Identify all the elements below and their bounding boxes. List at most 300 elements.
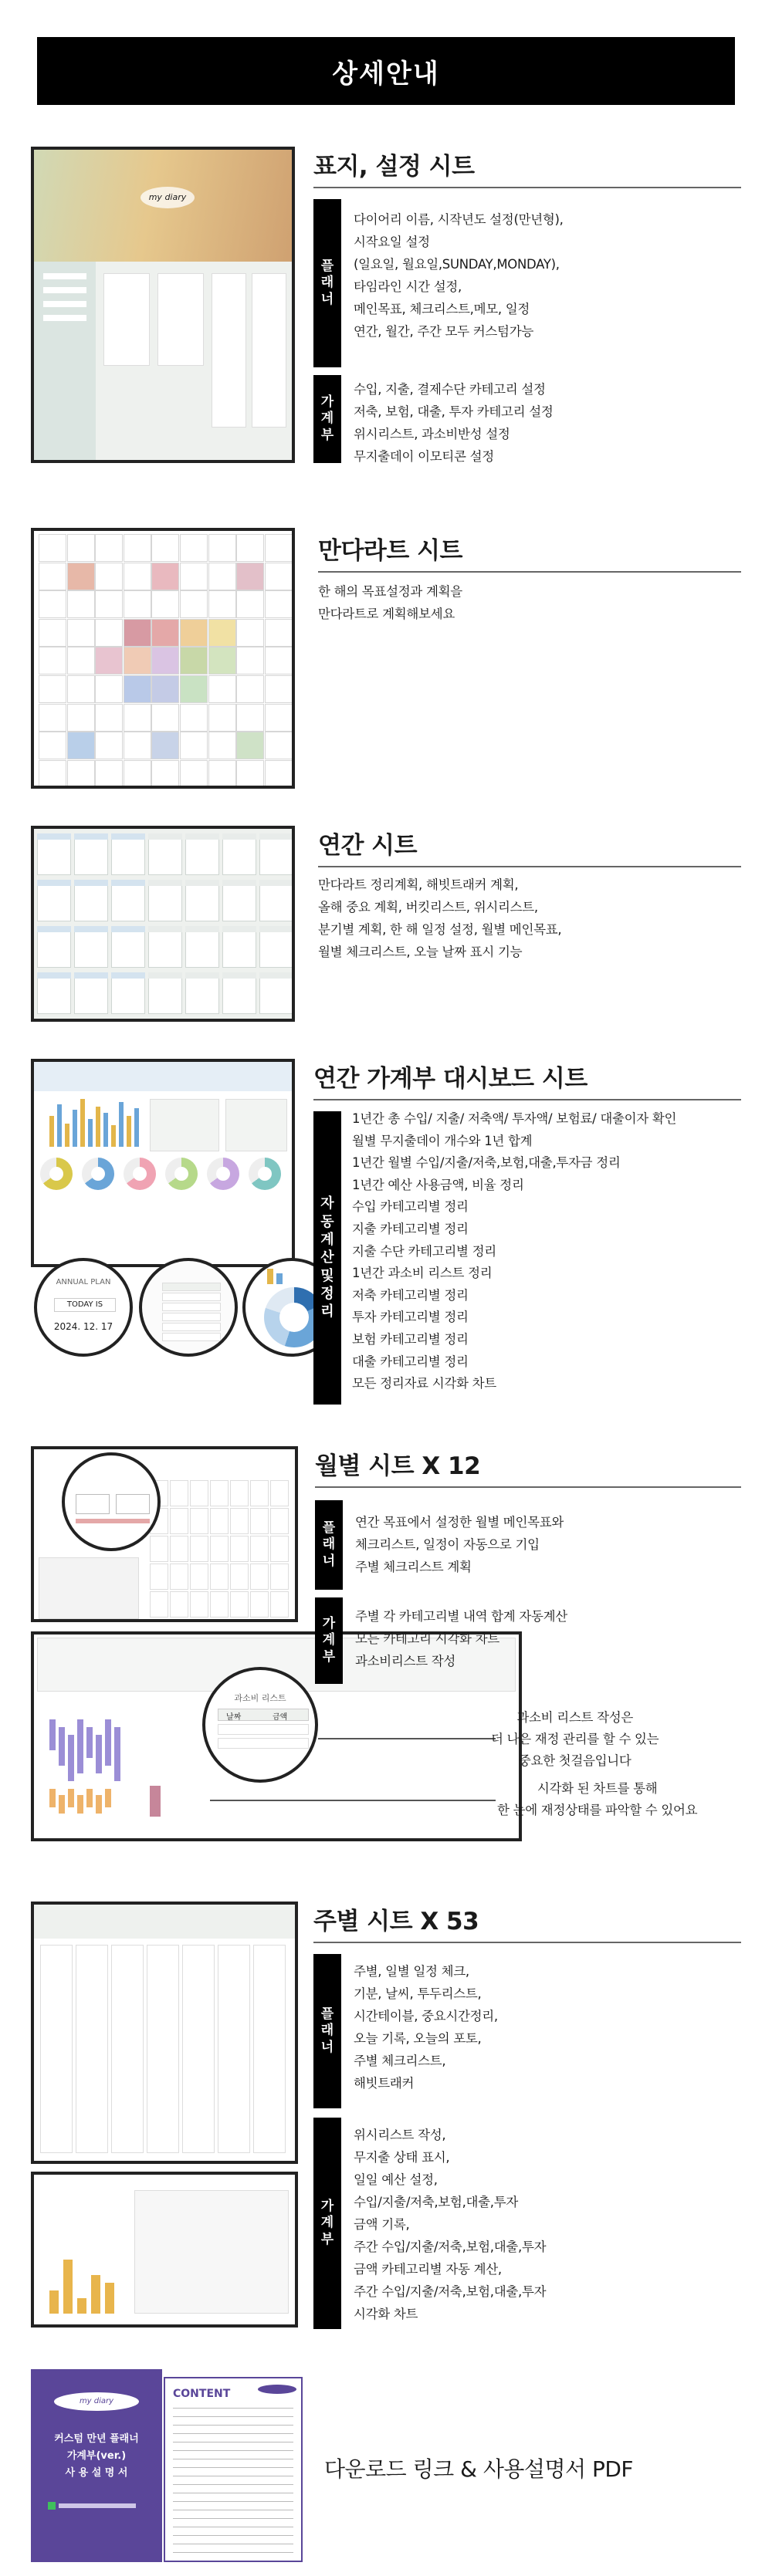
annual-month-card — [222, 926, 256, 968]
calendar-cell — [230, 1508, 249, 1534]
mandalart-cell — [39, 590, 66, 618]
settings-sidebar-row — [43, 315, 86, 321]
manual-cover-link-line — [59, 2503, 136, 2508]
mandalart-cell — [180, 704, 208, 732]
mandalart-cell — [208, 563, 236, 590]
mandalart-cell — [151, 675, 179, 703]
col-date: 날짜 — [226, 1713, 242, 1722]
calendar-cell — [170, 1480, 188, 1506]
dashboard-bar — [80, 1099, 85, 1147]
dashboard-bar — [134, 1108, 139, 1147]
mandalart-cell — [180, 590, 208, 618]
overspend-list-title: 과소비 리스트 — [234, 1693, 286, 1703]
section-title: 월별 시트 X 12 — [315, 1452, 481, 1480]
weekly-planner-description: 주별, 일별 일정 체크, 기분, 날씨, 투두리스트, 시간테이블, 중요시간정리, 오늘 기록, 오늘의 포토, 주별 체크리스트, 해빗트래커 — [354, 1964, 498, 2091]
mandalart-cell — [236, 590, 264, 618]
annual-month-card — [185, 833, 219, 875]
today-label: TODAY IS — [54, 1298, 116, 1312]
monthly-budget-description: 주별 각 카테고리별 내역 합계 자동계산 모든 카테고리 시각화 차트 과소비리스트 작성 — [355, 1609, 567, 1668]
mandalart-cell — [208, 732, 236, 759]
annual-card-header — [111, 833, 145, 840]
monthly-planner-description: 연간 목표에서 설정한 월별 메인목표와 체크리스트, 일정이 자동으로 기입 주별 체크리스트 계획 — [355, 1515, 564, 1574]
annual-month-card — [148, 926, 182, 968]
contents-line — [173, 2535, 293, 2536]
dashboard-donut-hole — [216, 1167, 230, 1181]
settings-panel — [252, 273, 286, 428]
mandalart-cell — [265, 590, 293, 618]
mandalart-cell — [67, 732, 95, 759]
mandalart-cell — [95, 760, 123, 788]
calendar-cell — [210, 1591, 229, 1618]
contents-line — [173, 2484, 293, 2485]
annual-card-header — [185, 926, 219, 932]
mandalart-cell — [265, 563, 293, 590]
planner-tag: 플 래 너 — [313, 199, 341, 367]
section-annual — [31, 826, 741, 1023]
mandalart-cell — [67, 760, 95, 788]
mandalart-cell — [124, 675, 151, 703]
annual-plan-label: ANNUAL PLAN — [56, 1278, 111, 1286]
annual-month-card — [185, 880, 219, 921]
annual-month-card — [37, 880, 71, 921]
manual-cover-title: 커스텀 만년 플래너 가계부(ver.) 사 용 설 명 서 — [54, 2433, 139, 2479]
calendar-cell — [150, 1591, 168, 1618]
annual-month-card — [185, 926, 219, 968]
dashboard-bar — [127, 1116, 131, 1147]
mandalart-cell — [208, 590, 236, 618]
settings-sidebar-row — [43, 287, 86, 293]
calendar-cell — [270, 1564, 289, 1590]
budget-box — [68, 1735, 74, 1781]
manual-contents-page — [164, 2377, 303, 2562]
mandalart-cell — [180, 675, 208, 703]
lens-table-row — [162, 1283, 221, 1291]
contents-line — [173, 2552, 293, 2553]
annual-month-card — [37, 926, 71, 968]
mandalart-cell — [67, 590, 95, 618]
mandalart-cell — [95, 732, 123, 759]
contents-line — [173, 2450, 293, 2451]
budget-box — [77, 1719, 83, 1773]
annual-month-card — [111, 926, 145, 968]
settings-panel — [157, 273, 204, 366]
mandalart-cell — [151, 647, 179, 674]
mandalart-cell — [39, 647, 66, 674]
mandalart-cell — [39, 704, 66, 732]
dashboard-bar — [88, 1119, 93, 1147]
today-date: 2024. 12. 17 — [53, 1321, 113, 1332]
annual-month-card — [222, 833, 256, 875]
weekly-budget-screenshot — [31, 2172, 298, 2328]
weekly-day-column — [253, 1945, 286, 2153]
dashboard-bar — [57, 1104, 62, 1147]
detail-banner — [37, 37, 735, 105]
mandalart-cell — [236, 647, 264, 674]
annual-card-header — [259, 926, 293, 932]
weekly-checklist — [39, 1557, 139, 1619]
weekly-bar — [105, 2283, 114, 2314]
mandalart-cell — [124, 704, 151, 732]
annual-month-card — [111, 972, 145, 1014]
mandalart-cell — [151, 704, 179, 732]
mandalart-cell — [95, 647, 123, 674]
mandalart-cell — [39, 563, 66, 590]
annual-month-card — [74, 880, 108, 921]
calendar-cell — [250, 1564, 269, 1590]
weekly-day-column — [218, 1945, 250, 2153]
mandalart-cell — [95, 534, 123, 562]
calendar-cell — [190, 1508, 208, 1534]
annual-card-header — [259, 833, 293, 840]
annual-card-header — [222, 972, 256, 979]
mandalart-cell — [67, 704, 95, 732]
section-mandalart — [31, 528, 741, 792]
calendar-cell — [170, 1508, 188, 1534]
lens-table-row — [162, 1333, 221, 1341]
manual-cover-brand: my diary — [54, 2392, 139, 2411]
annual-month-card — [148, 833, 182, 875]
dashboard-screenshot — [31, 1059, 295, 1267]
weekly-header — [34, 1905, 295, 1939]
contents-line — [173, 2433, 293, 2434]
calendar-cell — [170, 1536, 188, 1562]
annual-card-header — [111, 972, 145, 979]
annual-month-card — [222, 972, 256, 1014]
annual-card-header — [148, 880, 182, 886]
mandalart-cell — [151, 619, 179, 647]
mandalart-cell — [265, 534, 293, 562]
mandalart-cell — [265, 704, 293, 732]
monthly-goal-lens — [62, 1452, 161, 1551]
calendar-cell — [270, 1591, 289, 1618]
dashboard-bar — [49, 1116, 54, 1147]
mandalart-cell — [124, 647, 151, 674]
annual-month-card — [259, 833, 293, 875]
mandalart-cell — [151, 534, 179, 562]
mandalart-cell — [265, 619, 293, 647]
annual-card-header — [259, 972, 293, 979]
section-title: 연간 시트 — [318, 832, 418, 860]
mandalart-cell — [124, 760, 151, 788]
mandalart-cell — [95, 619, 123, 647]
budget-box — [59, 1727, 65, 1766]
annual-card-header — [148, 972, 182, 979]
dashboard-donut-hole — [91, 1167, 105, 1181]
mini-bar — [267, 1269, 273, 1284]
annual-month-card — [259, 926, 293, 968]
annual-card-header — [37, 926, 71, 932]
calendar-cell — [150, 1536, 168, 1562]
dashboard-bar — [103, 1113, 108, 1147]
annual-card-header — [222, 833, 256, 840]
budget-description: 수입, 지출, 결제수단 카테고리 설정 저축, 보험, 대출, 투자 카테고리 설정 위시리스트, 과소비반성 설정 무지출데이 이모티콘 설정 — [354, 382, 554, 464]
settings-sidebar-row — [43, 273, 86, 279]
mandalart-cell — [67, 647, 95, 674]
dashboard-bar — [96, 1107, 100, 1147]
annual-card-header — [222, 926, 256, 932]
title-rule — [318, 571, 741, 573]
weekly-day-column — [40, 1945, 73, 2153]
section-cover-settings — [31, 147, 741, 463]
mandalart-cell — [208, 534, 236, 562]
calendar-cell — [250, 1480, 269, 1506]
annual-card-header — [222, 880, 256, 886]
dashboard-donut-hole — [258, 1167, 272, 1181]
mandalart-cell — [236, 760, 264, 788]
table-detail-lens — [139, 1258, 238, 1357]
weekly-budget-description: 위시리스트 작성, 무지출 상태 표시, 일일 예산 설정, 수입/지출/저축,보험,대출,투자 금액 기록, 주간 수입/지출/저축,보험,대출,투자 금액 카테고리별 자동 계산, 주간 수입/지출/저축,보험,대출,투자 시각화 차트 — [354, 2128, 547, 2321]
dashboard-table — [150, 1099, 219, 1151]
section-title: 주별 시트 X 53 — [313, 1908, 479, 1935]
annual-month-card — [37, 972, 71, 1014]
annual-card-header — [37, 833, 71, 840]
cover-logo-text: my diary — [141, 187, 195, 208]
annual-card-header — [185, 972, 219, 979]
callout-line — [318, 1738, 496, 1739]
annual-description: 만다라트 정리계획, 해빗트래커 계획, 올해 중요 계획, 버킷리스트, 위시리스트, 분기별 계획, 한 해 일정 설정, 월별 메인목표, 월별 체크리스트, 오늘 날짜 표시 기능 — [318, 877, 562, 959]
annual-month-card — [222, 880, 256, 921]
banner-title: 상세안내 — [332, 58, 440, 90]
annual-card-header — [37, 972, 71, 979]
annual-month-card — [111, 833, 145, 875]
mandalart-cell — [265, 647, 293, 674]
donut-hole — [279, 1303, 309, 1332]
dashboard-bar — [73, 1110, 77, 1147]
budget-tag: 가 계 부 — [315, 1597, 343, 1684]
calendar-cell — [270, 1508, 289, 1534]
calendar-cell — [270, 1536, 289, 1562]
calendar-cell — [230, 1591, 249, 1618]
section-monthly — [31, 1446, 741, 1847]
annual-card-header — [259, 880, 293, 886]
mandalart-cell — [67, 563, 95, 590]
weekly-day-column — [147, 1945, 179, 2153]
planner-tag: 플 래 너 — [313, 1954, 341, 2108]
budget-box — [49, 1719, 56, 1750]
mandalart-cell — [180, 563, 208, 590]
contents-line — [173, 2416, 293, 2417]
mandalart-cell — [39, 732, 66, 759]
dashboard-description: 1년간 총 수입/ 지출/ 저축액/ 투자액/ 보험료/ 대출이자 확인 월별 무지출데이 개수와 1년 합계 1년간 월별 수입/지출/저축,보험,대출,투자금 정리 1년간 예산 사용금액, 비율 정리 수입 카테고리별 정리 지출 카테고리별 정리 지출 수단 카테고리별 정리 1년간 과소비 리스트 정리 저축 카테고리별 정리 투자 카테고리별 정리 보험 카테고리별 정리 대출 카테고리별 정리 모든 정리자료 시각화 차트 — [352, 1111, 677, 1391]
mandalart-cell — [39, 675, 66, 703]
mandalart-cell — [67, 534, 95, 562]
mandalart-cell — [208, 619, 236, 647]
mandalart-cell — [180, 647, 208, 674]
dashboard-donut-hole — [49, 1167, 63, 1181]
annual-month-card — [37, 833, 71, 875]
dashboard-bar — [65, 1124, 69, 1147]
annual-month-card — [74, 972, 108, 1014]
calendar-cell — [150, 1564, 168, 1590]
calendar-cell — [210, 1564, 229, 1590]
annual-card-header — [74, 926, 108, 932]
mandalart-cell — [208, 760, 236, 788]
mandalart-cell — [265, 732, 293, 759]
overspend-header-row — [218, 1709, 309, 1721]
title-rule — [313, 1942, 741, 1943]
calendar-cell — [190, 1536, 208, 1562]
mandalart-cell — [180, 619, 208, 647]
mandalart-cell — [124, 619, 151, 647]
accent-block — [150, 1786, 161, 1817]
dashboard-bar — [111, 1125, 116, 1147]
annual-card-header — [74, 880, 108, 886]
mandalart-screenshot — [31, 528, 295, 789]
annual-month-card — [259, 880, 293, 921]
settings-panel — [103, 273, 150, 366]
section-weekly — [31, 1902, 741, 2334]
mandalart-cell — [124, 534, 151, 562]
calendar-cell — [210, 1508, 229, 1534]
overspend-row — [218, 1724, 309, 1735]
calendar-cell — [170, 1591, 188, 1618]
budget-box — [114, 1727, 120, 1781]
weekly-planner-screenshot — [31, 1902, 298, 2164]
weekly-list — [134, 2190, 289, 2314]
annual-card-header — [148, 833, 182, 840]
annual-screenshot — [31, 826, 295, 1022]
mandalart-cell — [265, 760, 293, 788]
callout-line — [210, 1800, 496, 1801]
annual-card-header — [185, 833, 219, 840]
section-dashboard — [31, 1059, 741, 1406]
mandalart-cell — [151, 590, 179, 618]
mandalart-cell — [208, 675, 236, 703]
annual-card-header — [74, 972, 108, 979]
contents-line — [173, 2408, 293, 2409]
lens-table-row — [162, 1293, 221, 1301]
mandalart-cell — [265, 675, 293, 703]
budget-box — [96, 1795, 102, 1814]
dashboard-donut-hole — [133, 1167, 147, 1181]
overspend-callout: 과소비 리스트 작성은 더 나은 재정 관리를 할 수 있는 중요한 첫걸음입니다 — [491, 1710, 659, 1768]
budget-box — [49, 1789, 56, 1807]
calendar-cell — [210, 1480, 229, 1506]
calendar-cell — [190, 1480, 208, 1506]
today-date-lens — [34, 1258, 133, 1357]
contents-line — [173, 2518, 293, 2519]
overspend-list-lens — [202, 1667, 318, 1783]
lens-table-row — [162, 1313, 221, 1321]
budget-box — [77, 1795, 83, 1814]
mandalart-cell — [151, 760, 179, 788]
contents-title: CONTENT — [173, 2388, 231, 2400]
contents-line — [173, 2425, 293, 2426]
settings-sidebar-row — [43, 301, 86, 307]
cover-settings-screenshot — [31, 147, 295, 463]
title-rule — [313, 187, 741, 188]
contents-brand-badge — [258, 2385, 296, 2394]
planner-tag: 플 래 너 — [315, 1500, 343, 1590]
weekly-bar — [63, 2260, 73, 2314]
overspend-row — [218, 1738, 309, 1749]
contents-line — [173, 2501, 293, 2502]
mandalart-cell — [236, 534, 264, 562]
mandalart-cell — [180, 534, 208, 562]
section-title: 표지, 설정 시트 — [313, 153, 475, 181]
mandalart-cell — [208, 647, 236, 674]
mandalart-cell — [95, 704, 123, 732]
goal-box — [76, 1494, 110, 1514]
mandalart-cell — [236, 619, 264, 647]
title-rule — [318, 866, 741, 867]
planner-description: 다이어리 이름, 시작년도 설정(만년형), 시작요일 설정 (일요일, 월요일,SUNDAY,MONDAY), 타임라인 시간 설정, 메인목표, 체크리스트,메모, 일정 연간, 월간, 주간 모두 커스텀가능 — [354, 212, 564, 339]
calendar-cell — [270, 1480, 289, 1506]
section-title: 만다라트 시트 — [318, 537, 462, 565]
annual-month-card — [185, 972, 219, 1014]
title-rule — [315, 1486, 741, 1488]
weekly-day-column — [111, 1945, 144, 2153]
dashboard-header — [34, 1062, 292, 1091]
budget-box — [68, 1789, 74, 1807]
lens-table-row — [162, 1323, 221, 1331]
mandalart-cell — [95, 590, 123, 618]
dashboard-bar — [119, 1102, 124, 1147]
col-amount: 금액 — [273, 1713, 288, 1722]
mandalart-cell — [180, 760, 208, 788]
calendar-cell — [230, 1564, 249, 1590]
annual-month-card — [111, 880, 145, 921]
annual-card-header — [148, 926, 182, 932]
calendar-cell — [190, 1591, 208, 1618]
mandalart-cell — [236, 704, 264, 732]
settings-panel — [212, 273, 246, 428]
calendar-cell — [250, 1591, 269, 1618]
annual-card-header — [74, 833, 108, 840]
mandalart-description: 한 해의 목표설정과 계획을 만다라트로 계획해보세요 — [318, 584, 462, 621]
annual-month-card — [74, 833, 108, 875]
mandalart-cell — [39, 534, 66, 562]
budget-box — [86, 1727, 93, 1758]
mandalart-cell — [124, 732, 151, 759]
mandalart-cell — [67, 675, 95, 703]
mandalart-cell — [39, 619, 66, 647]
mandalart-cell — [151, 732, 179, 759]
title-rule — [313, 1099, 741, 1100]
calendar-cell — [210, 1536, 229, 1562]
mandalart-cell — [236, 675, 264, 703]
budget-tag: 가 계 부 — [313, 2118, 341, 2329]
weekly-day-column — [76, 1945, 108, 2153]
auto-calc-tag: 자 동 계 산 및 정 리 — [313, 1111, 341, 1405]
budget-box — [96, 1735, 102, 1773]
annual-card-header — [37, 880, 71, 886]
budget-box — [59, 1795, 65, 1814]
lens-table-row — [162, 1303, 221, 1311]
calendar-cell — [190, 1564, 208, 1590]
dashboard-donut-hole — [174, 1167, 188, 1181]
link-icon — [48, 2502, 56, 2510]
mandalart-cell — [180, 732, 208, 759]
dashboard-table — [225, 1099, 287, 1151]
calendar-cell — [230, 1480, 249, 1506]
mandalart-cell — [208, 704, 236, 732]
contents-line — [173, 2467, 293, 2468]
mandalart-cell — [67, 619, 95, 647]
section-manual — [31, 2369, 741, 2562]
annual-month-card — [259, 972, 293, 1014]
goal-bar — [76, 1519, 150, 1523]
budget-tag: 가 계 부 — [313, 375, 341, 463]
annual-card-header — [185, 880, 219, 886]
goal-box — [116, 1494, 150, 1514]
calendar-cell — [250, 1536, 269, 1562]
annual-month-card — [74, 926, 108, 968]
chart-callout: 시각화 된 차트를 통해 한 눈에 재정상태를 파악할 수 있어요 — [497, 1781, 698, 1817]
mini-bar — [276, 1273, 283, 1284]
calendar-cell — [170, 1564, 188, 1590]
weekly-bar — [77, 2298, 86, 2314]
